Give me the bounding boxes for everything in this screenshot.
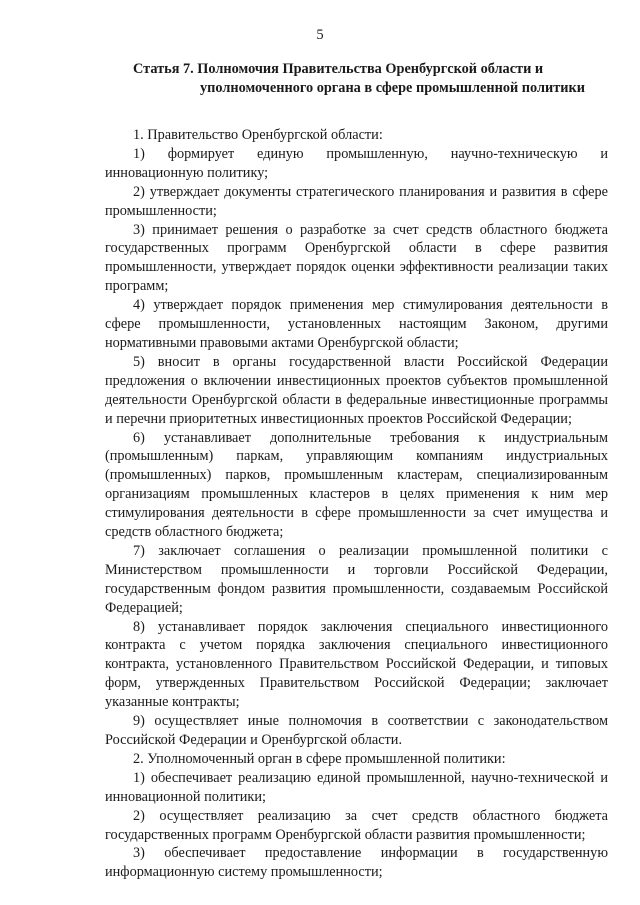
paragraph-1-1: 1) формирует единую промышленную, научно-техническую и инновационную политику; <box>105 145 608 181</box>
article-body <box>105 126 608 882</box>
paragraph-2-3: 3) обеспечивает предоставление информации в государственную информационную систему промышленности; <box>105 845 608 881</box>
paragraph-1-2: 2) утверждает документы стратегического планирования и развития в сфере промышленности; <box>105 183 608 219</box>
paragraph-1-3: 3) принимает решения о разработке за счет средств областного бюджета государственных программ Оренбургской области в сфере развития промышленности, утверждает порядок оценки эффективности реализации таких программ; <box>105 221 608 295</box>
paragraph-1-9: 9) осуществляет иные полномочия в соответствии с законодательством Российской Федерации и Оренбургской области. <box>105 713 608 748</box>
paragraph-2-2: 2) осуществляет реализацию за счет средств областного бюджета государственных программ Оренбургской области развития промышленности; <box>105 807 608 843</box>
paragraph-1-4: 4) утверждает порядок применения мер стимулирования деятельности в сфере промышленности, установленных настоящим Законом, другими нормативными правовыми актами Оренбургской области; <box>105 297 608 351</box>
paragraph-1-6: 6) устанавливает дополнительные требования к индустриальным (промышленным) паркам, управляющим компаниям индустриальных (промышленных) парков, промышленным кластерам, специализированным организациям промышленных кластеров в целях применения к ним мер стимулирования деятельности в сфере промышленности за счет имущества и средств областного бюджета; <box>105 429 608 541</box>
paragraph-1-5: 5) вносит в органы государственной власти Российской Федерации предложения о включении инвестиционных проектов субъектов промышленной деятельности Оренбургской области в федеральные инвестиционные программы и перечни приоритетных инвестиционных проектов Российской Федерации; <box>105 353 608 427</box>
paragraph-2-1: 1) обеспечивает реализацию единой промышленной, научно-технической и инновационной политики; <box>105 769 608 805</box>
article-title-line-1: Статья 7. Полномочия Правительства Оренбургской области и <box>133 61 544 77</box>
page-number: 5 <box>316 27 324 43</box>
paragraph-part-1-heading: 1. Правительство Оренбургской области: <box>133 127 383 143</box>
article-title <box>0 60 640 98</box>
paragraph-1-7: 7) заключает соглашения о реализации промышленной политики с Министерством промышленности и торговли Российской Федерации, государственным фондом развития промышленности, создаваемым Российской Федерацией; <box>105 542 608 616</box>
article-title-line-2: уполномоченного органа в сфере промышленной политики <box>200 80 585 96</box>
paragraph-1-8: 8) устанавливает порядок заключения специального инвестиционного контракта с учетом порядка заключения специального инвестиционного контракта, установленного Правительством Российской Федерации, и типовых форм, утвержденных Правительством Российской Федерации; заключает указанные контракты; <box>105 618 608 711</box>
paragraph-part-2-heading: 2. Уполномоченный орган в сфере промышленной политики: <box>133 750 506 767</box>
